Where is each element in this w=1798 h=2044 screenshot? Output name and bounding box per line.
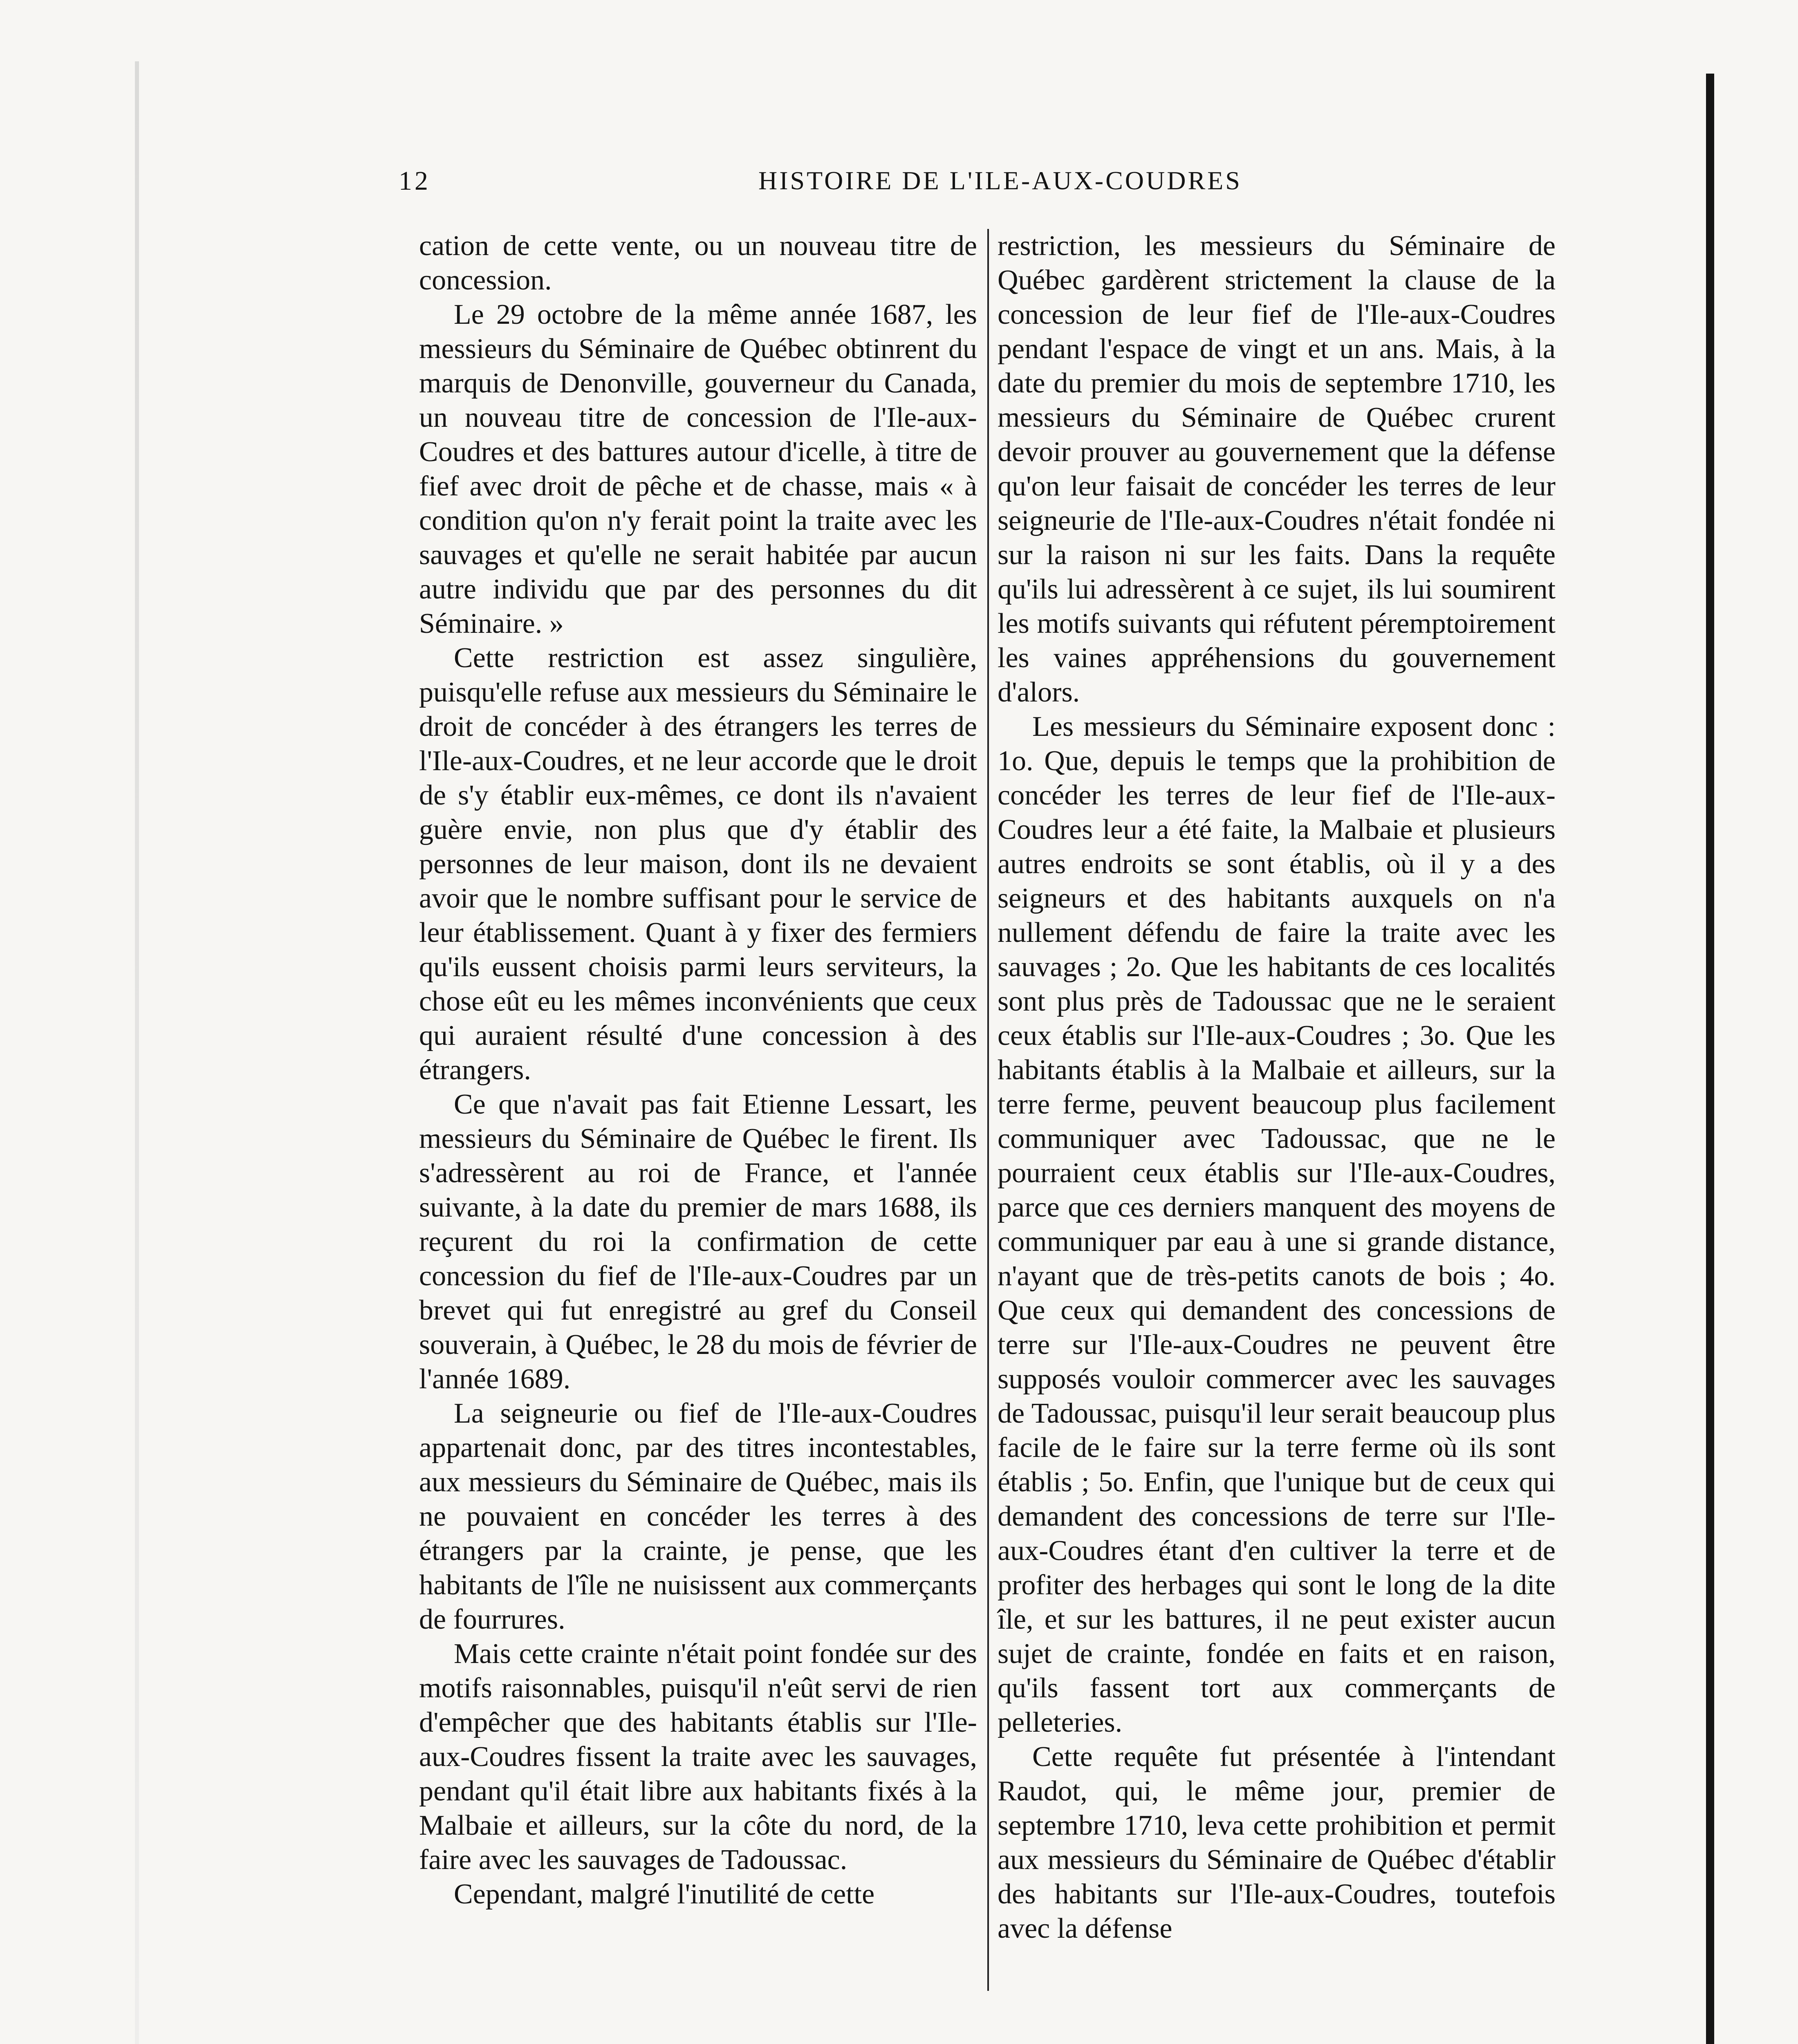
scan-left-edge bbox=[135, 61, 139, 2044]
paragraph: Cette requête fut présentée à l'intendant Raudot, qui, le même jour, premier de septembre 1710, leva cette prohibition et permit aux messieurs du Séminaire de Québec d'établir des habitants sur l'Ile-aux-Coudres, toutefois avec la défense bbox=[998, 1741, 1556, 1944]
paragraph: Cependant, malgré l'inutilité de cette bbox=[454, 1878, 875, 1910]
running-title: HISTOIRE DE L'ILE-AUX-COUDRES bbox=[758, 166, 1242, 195]
page-header bbox=[399, 166, 1760, 206]
left-column bbox=[419, 229, 977, 1912]
paragraph: Ce que n'avait pas fait Etienne Lessart, les messieurs du Séminaire de Québec le firent. Ils s'adressèrent au roi de France, et l'année suivante, à la date du premier de mars 1688, ils reçurent du roi la confirmation de cette concession du fief de l'Ile-aux-Coudres par un brevet qui fut enregistré au gref du Conseil souverain, à Québec, le 28 du mois de février de l'année 1689. bbox=[419, 1089, 977, 1395]
paragraph: La seigneurie ou fief de l'Ile-aux-Coudres appartenait donc, par des titres incontestables, aux messieurs du Séminaire de Québec, mais ils ne pouvaient en concéder les terres à des étrangers par la crainte, je pense, que les habitants de l'île ne nuisissent aux commerçants de fourrures. bbox=[419, 1398, 977, 1635]
paragraph: cation de cette vente, ou un nouveau titre de concession. bbox=[419, 230, 977, 296]
paragraph: Mais cette crainte n'était point fondée sur des motifs raisonnables, puisqu'il n'eût servi de rien d'empêcher que des habitants établis sur l'Ile-aux-Coudres fissent la traite avec les sauvages, pendant qu'il était libre aux habitants fixés à la Malbaie et ailleurs, sur la côte du nord, de la faire avec les sauvages de Tadoussac. bbox=[419, 1638, 977, 1876]
paragraph: Cette restriction est assez singulière, puisqu'elle refuse aux messieurs du Séminaire le droit de concéder à des étrangers les terres de l'Ile-aux-Coudres, et ne leur accorde que le droit de s'y établir eux-mêmes, ce dont ils n'avaient guère envie, non plus que d'y établir des personnes de leur maison, dont ils ne devaient avoir que le nombre suffisant pour le service de leur établissement. Quant à y fixer des fermiers qu'ils eussent choisis parmi leurs serviteurs, la chose eût eu les mêmes inconvénients que ceux qui auraient résulté d'une concession à des étrangers. bbox=[419, 642, 977, 1086]
paragraph: restriction, les messieurs du Séminaire de Québec gardèrent strictement la clause de la concession de leur fief de l'Ile-aux-Coudres pendant l'espace de vingt et un ans. Mais, à la date du premier du mois de septembre 1710, les messieurs du Séminaire de Québec crurent devoir prouver au gouvernement que la défense qu'on leur faisait de concéder les terres de leur seigneurie de l'Ile-aux-Coudres n'était fondée ni sur la raison ni sur les faits. Dans la requête qu'ils lui adressèrent à ce sujet, ils lui soumirent les motifs suivants qui réfutent péremptoirement les vaines appréhensions du gouvernement d'alors. bbox=[998, 230, 1556, 708]
column-divider bbox=[987, 229, 989, 1991]
page-number: 12 bbox=[399, 166, 430, 196]
paragraph: Les messieurs du Séminaire exposent donc : 1o. Que, depuis le temps que la prohibition de concéder les terres de leur fief de l'Ile-aux-Coudres leur a été faite, la Malbaie et plusieurs autres endroits se sont établis, où il y a des seigneurs et des habitants auxquels on n'a nullement défendu de faire la traite avec les sauvages ; 2o. Que les habitants de ces localités sont plus près de Tadoussac que ne le seraient ceux établis sur l'Ile-aux-Coudres ; 3o. Que les habitants établis à la Malbaie et ailleurs, sur la terre ferme, peuvent beaucoup plus facilement communiquer avec Tadoussac, que ne le pourraient ceux établis sur l'Ile-aux-Coudres, parce que ces derniers manquent des moyens de communiquer par eau à une si grande distance, n'ayant que de très-petits canots de bois ; 4o. Que ceux qui demandent des concessions de terre sur l'Ile-aux-Coudres ne peuvent être supposés vouloir commercer avec les sauvages de Tadoussac, puisqu'il leur serait beaucoup plus facile de le faire sur la terre ferme où ils sont établis ; 5o. Enfin, que l'unique but de ceux qui demandent des concessions de terre sur l'Ile-aux-Coudres étant d'en cultiver la terre et de profiter des herbages qui sont le long de la dite île, et sur les battures, il ne peut exister aucun sujet de crainte, fondée en faits et en raison, qu'ils fassent tort aux commerçants de pelleteries. bbox=[998, 711, 1556, 1738]
paragraph: Le 29 octobre de la même année 1687, les messieurs du Séminaire de Québec obtinrent du marquis de Denonville, gouverneur du Canada, un nouveau titre de concession de l'Ile-aux-Coudres et des battures autour d'icelle, à titre de fief avec droit de pêche et de chasse, mais « à condition qu'on n'y ferait point la traite avec les sauvages et qu'elle ne serait habitée par aucun autre individu que par des personnes du dit Séminaire. » bbox=[419, 299, 977, 639]
right-column bbox=[998, 229, 1556, 1946]
scan-right-edge bbox=[1706, 74, 1714, 2044]
